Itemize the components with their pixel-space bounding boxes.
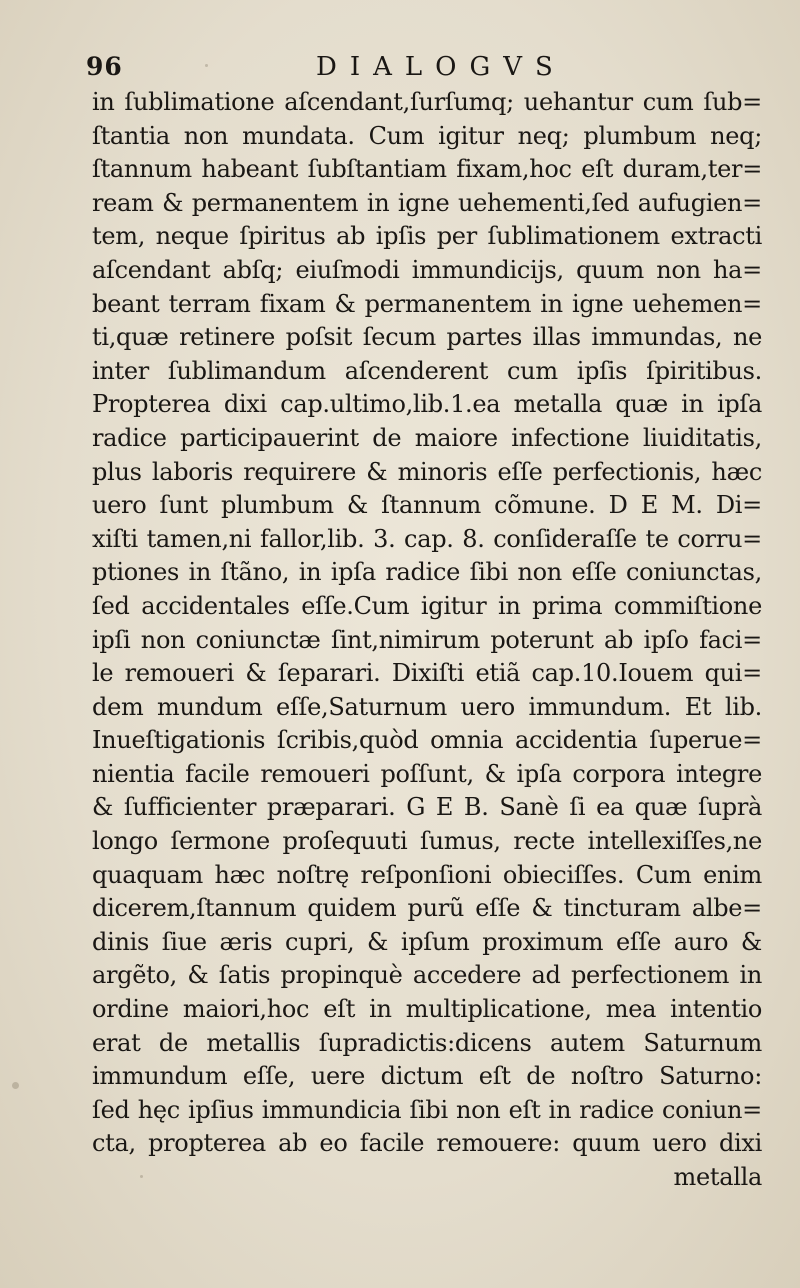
text-line: ſed accidentales eſſe.Cum igitur in prima commiſtione bbox=[92, 591, 762, 620]
text-line: quaquam hæc noſtrę reſponſioni obieciſſes. Cum enim bbox=[92, 860, 762, 889]
text-line: dem mundum eſſe,Saturnum uero immundum. Et lib. bbox=[92, 692, 762, 721]
text-line: beant terram fixam & permanentem in igne uehemen= bbox=[92, 289, 762, 318]
catchword: metalla bbox=[673, 1163, 762, 1191]
text-line: inter ſublimandum aſcenderent cum ipſis ſpiritibus. bbox=[92, 356, 762, 385]
text-line: nientia facile remoueri poſſunt, & ipſa corpora integre bbox=[92, 759, 762, 788]
text-line: ipſi non coniunctæ ſint,nimirum poterunt ab ipſo faci= bbox=[92, 625, 762, 654]
body-text bbox=[92, 86, 762, 1195]
text-line: ti,quæ retinere poſsit ſecum partes illas immundas, ne bbox=[92, 323, 762, 352]
text-line: ptiones in ſtãno, in ipſa radice ſibi non eſſe coniunctas, bbox=[92, 558, 762, 587]
paper-speck bbox=[140, 1175, 143, 1178]
text-line: cta, propterea ab eo facile remouere: quum uero dixi bbox=[92, 1129, 762, 1158]
text-line: uero ſunt plumbum & ſtannum cõmune. D E M. Di= bbox=[92, 491, 762, 520]
paper-speck bbox=[12, 1082, 19, 1089]
text-line: radice participauerint de maiore infectione liuiditatis, bbox=[92, 423, 762, 452]
text-line: ſtannum habeant ſubſtantiam fixam,hoc eſt duram,ter= bbox=[92, 155, 762, 184]
text-line: immundum eſſe, uere dictum eſt de noſtro Saturno: bbox=[92, 1062, 762, 1091]
text-line: tem, neque ſpiritus ab ipſis per ſublimationem extracti bbox=[92, 222, 762, 251]
text-line: ordine maiori,hoc eſt in multiplicatione, mea intentio bbox=[92, 995, 762, 1024]
text-line: ſtantia non mundata. Cum igitur neq; plumbum neq; bbox=[92, 121, 762, 150]
text-line: ſed hęc ipſius immundicia ſibi non eſt in radice coniun= bbox=[92, 1095, 762, 1124]
text-line: le remoueri & ſeparari. Dixiſti etiã cap.10.Iouem qui= bbox=[92, 659, 762, 688]
text-line: dicerem,ſtannum quidem purũ eſſe & tincturam albe= bbox=[92, 894, 762, 923]
text-line: Propterea dixi cap.ultimo,lib.1.ea metalla quæ in ipſa bbox=[92, 390, 762, 419]
text-line: argẽto, & ſatis propinquè accedere ad perfectionem in bbox=[92, 961, 762, 990]
text-line: longo ſermone proſequuti ſumus, recte intellexiſſes,ne bbox=[92, 827, 762, 856]
text-line: in ſublimatione aſcendant,ſurſumq; uehantur cum ſub= bbox=[92, 88, 762, 116]
page-header bbox=[84, 52, 724, 86]
page-number: 96 bbox=[86, 52, 123, 81]
paper-speck bbox=[205, 64, 208, 67]
text-line: ream & permanentem in igne uehementi,ſed aufugien= bbox=[92, 188, 762, 217]
text-line: xiſti tamen,ni fallor,lib. 3. cap. 8. conſideraſſe te corru= bbox=[92, 524, 762, 553]
text-line: & ſufficienter præparari. G E B. Sanè ſi ea quæ ſuprà bbox=[92, 793, 762, 822]
text-line: dinis ſiue æris cupri, & ipſum proximum eſſe auro & bbox=[92, 927, 762, 956]
text-line: plus laboris requirere & minoris eſſe perfectionis, hæc bbox=[92, 457, 762, 486]
text-line: erat de metallis ſupradictis:dicens autem Saturnum bbox=[92, 1028, 762, 1057]
running-title: DIALOGVS bbox=[316, 52, 566, 82]
text-line: Inueſtigationis ſcribis,quòd omnia accidentia ſuperue= bbox=[92, 726, 762, 755]
text-line: aſcendant abſq; eiuſmodi immundicijs, quum non ha= bbox=[92, 255, 762, 284]
